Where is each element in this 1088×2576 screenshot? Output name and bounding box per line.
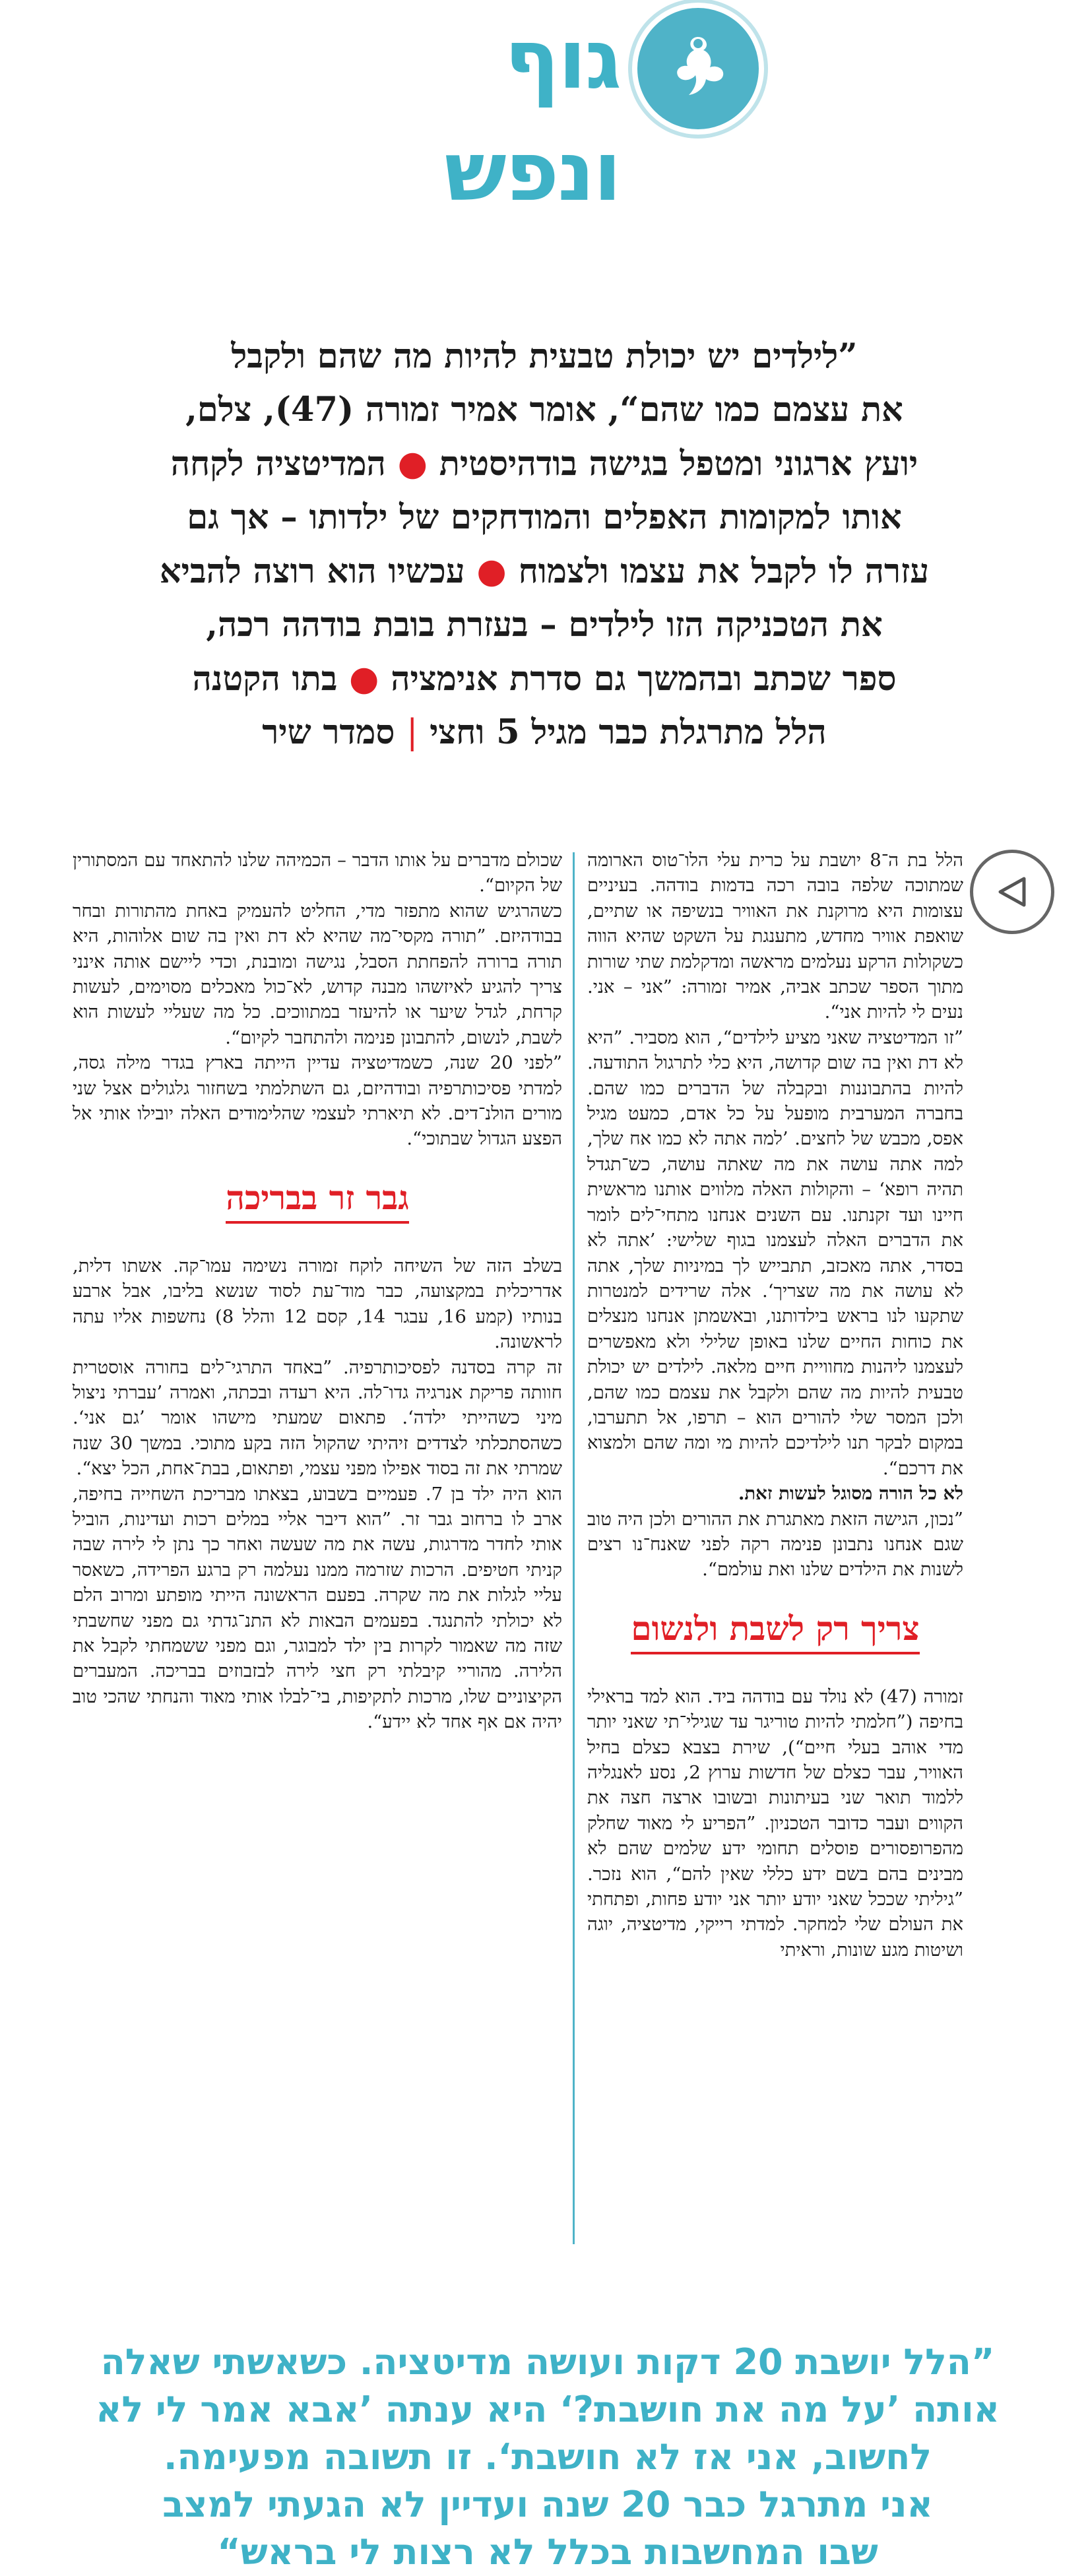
section-title: גוף ונפש [444,13,620,220]
column-divider [573,852,575,2244]
intro-line-5 [106,544,983,598]
intro-line-7 [106,652,983,706]
paragraph: הלל בת ה־8 יושבת על כרית עלי הלו־טוס הארומה שמתוכה שלפה בובה רכה בדמות בודהה. בעיניים עצומות היא מרוקנת את האוויר בנשיפה או שתיים, שואפת אוויר מחדש, מתענגת על השקט שהיא הווה כשקולות הרקע נעלמים מראשה ומדקלמת שתי שורות מתוך הספר שכתב אביה, אמיר זמורה: ”אני – אני. נעים לי להיות אני“. [587,850,963,1023]
intro-line-8 [106,706,983,759]
play-triangle-icon[interactable] [970,850,1054,934]
lotus-figure-icon [632,3,764,135]
intro-line-4: אותו למקומות האפלים והמודחקים של ילדותו – אך גם [187,497,902,537]
paragraph: הוא היה ילד בן 7. פעמיים בשבוע, בצאתו מבריכת השחייה בחיפה, ארב לו ברחוב גבר זר. ”הוא דיבר אליי במלים רכות ועדינות, הוביל אותי לחדר מדרגות, עשה את מה שעשה ואחר כך נתן לי לירה שבה קניתי חטיפים. הרכות שזרמה ממנו נעלמה רק ברגע הפרידה, כשאסר עליי לגלות את מה שקרה. בפעם הראשונה הייתי מופתע ומרוב הלם לא יכולתי להתנגד. בפעמים הבאות לא התנ־גדתי גם מפני שחשבתי שזה מה שאמור לקרות בין ילד למבוגר, וגם מפני ששמחתי לקבל את הלירה. מהוריי קיבלתי רק חצי לירה לבזבוזים בבריכה. המעברים הקיצוניים שלו, מרכות לתקיפות, בי־לבלו אותי מאוד והנחתי שהכי טוב יהיה אם אף אחד לא יידע“. [73,1483,563,1733]
subheading-stranger [73,1178,562,1218]
pull-quote-line-4: אני מתרגל כבר 20 שנה ועדיין לא הגעתי למצב [162,2484,933,2525]
paragraph: ”זו המדיטציה שאני מציע לילדים“, הוא מסביר. ”היא לא דת ואין בה שום קדושה, היא כלי לתרגול התודעה. להיות בהתבוננות ובקבלה של הדברים כמו שהם. בחברה המערבית מופעל על כל אדם, כמעט מגיל אפס, מכבש של לחצים. ’למה אתה לא כמו אח שלך, למה אתה עושה את מה שאתה עושה, כש־תגדל תהיה רופא‘ – והקולות האלה מלווים אותנו מראשית חיינו ועד זקנתנו. עם השנים אנחנו מתחי־לים לומר את הדברים האלה לעצמנו בגוף שלישי: ’אתה לא בסדר, אתה מאכזב, תתבייש לך במיניות שלך, אתה לא עושה את מה שצריך‘. אלה שרידים למנטרות שתקעו לנו בראש בילדותנו, ובאשמתן אנחנו מנצלים את כוחות החיים שלנו באופן שלילי ולא מאפשרים לעצמנו ליהנות מחוויית חיים מלאה. לילדים יש יכולת טבעית להיות מה שהם ולקבל את עצמם כמו שהם, ולכן המסר שלי להורים הוא – תרפו, אל תתערבו, במקום לבקר תנו לילדיכם להיות מי ומה שהם ולמצוא את דרכם“. [587,1026,963,1479]
subheading-text: צריך רק לשבת ולנשום [631,1609,919,1654]
red-bullet-icon: ● [397,443,428,484]
paragraph: זמורה (47) לא נולד עם בודהה ביד. הוא למד בראילי בחיפה (”חלמתי להיות טוריגר עד שגילי־תי שאני יותר מדי אוהב בעלי חיים“), שירת בצבא כצלם בחיל האוויר, עבר כצלם של חדשות ערוץ 2, נסע לאנגליה ללמוד תואר שני בעיתונות ובשובו ארצה חצה את הקווים ועבר כדובר הטכניון. ”הפריע לי מאוד שחלק מהפרופסורים פוסלים תחומי ידע שלמים שהם לא מבינים בהם בשם ידע כללי שאין להם“, הוא נזכר. ”גיליתי שככל שאני יודע יותר אני יודע פחות, ופתחתי את העולם שלי למחקר. למדתי רייקי, מדיטציה, יוגה ושיטות מגע שונות, וראיתי [587,1685,964,1961]
paragraph: כשהרגיש שהוא מתפזר מדי, החליט להעמיק באחת מהתורות ובחר בבודהיזם. ”תורה מקסי־מה שהיא לא דת ואין בה שום אלוהות, היא תורה ברורה להפחתת הסבל, נגישה ומובנת, וכדי ליישם אותה אינני צריך להגיע לאיזשהו מבנה קדוש, לא־כול מאכלים מסוימים, לעשות קרחת, לגדל שיער או להיעזר במתווכים. כל מה שעליי לעשות הוא לשבת, לנשום, להתבונן פנימה ולהתחבר לקיום“. [73,900,562,1048]
red-bullet-icon: ● [349,658,379,699]
paragraph: ”נכון, הגישה הזאת מאתגרת את ההורים ולכן היה טוב שגם אנחנו נתבונן פנימה רקה לפני שאנח־נו רצים לשנות את הילדים שלנו ואת עולמם“. [587,1508,963,1581]
logo-figure-graphic [652,22,744,115]
arrow-glyph [991,871,1033,913]
pull-quote-line-1: ”הלל יושבת 20 דקות ועושה מדיטציה. כשאשתי שאלה [100,2341,995,2383]
subheading-breathe [587,1609,963,1649]
intro-line-2: את עצמם כמו שהם“, אומר אמיר זמורה (47), צלם, [185,390,903,429]
byline-separator: | [406,713,418,752]
intro-line-7a: ספר שכתב ובהמשך גם סדרת אנימציה [391,659,897,699]
article-column-right [587,848,963,1963]
article-column-left [73,848,562,1735]
intro-line-5b: עכשיו הוא רוצה להביא [159,551,465,591]
intro-line-6: את הטכניקה הזו לילדים – בעזרת בובת בודהה רכה, [206,605,883,644]
paragraph: זה קרה בסדנה לפסיכותרפיה. ”באחד התרגי־לים בחורה אוסטרית חוותה פריקת אנרגיה גדו־לה. היא רעדה ובכתה, ואמרה ’עברתי ניצול מיני כשהייתי ילדה‘. פתאום שמעתי מישהו אומר ’גם אני‘. כשהסתכלתי לצדדים זיהיתי שהקול הזה בקע מתוכי. במשך 30 שנה שמרתי את זה בסוד אפילו מפני עצמי, ופתאום, בבת־אחת, הכל יצא“. [73,1356,562,1480]
intro-line-3 [106,437,983,491]
paragraph: בשלב הזה של השיחה לוקח זמורה נשימה עמו־קה. אשתו דלית, אדריכלית במקצועה, כבר מוד־עת לסוד שנשא בליבו, אבל ארבע בנותיו (קמע 16, עבגר 14, קסם 12 והלל 8) נחשפות אליו עתה לראשונה. [73,1255,562,1353]
paragraph: ”לפני 20 שנה, כשמדיטציה עדיין הייתה בארץ בגדר מילה גסה, למדתי פסיכותרפיה ובודהיזם, גם השתלמתי בשחזור גלגולים אצל שני מורים הולנ־דים. לא תיארתי לעצמי שהלימודים האלה יובילו אותי אל הפצע הגדול שבתוכי“. [73,1052,562,1150]
pull-quote-line-5: שבו המחשבות בכלל לא רצות לי בראש“ [217,2531,878,2573]
intro-line-7b: בתו הקטנה [192,659,338,699]
section-header [0,0,1088,220]
byline-author: סמדר שיר [262,712,395,752]
intro-line-8a: הלל מתרגלת כבר מגיל 5 וחצי [430,712,827,752]
intro-line-3a: יועץ ארגוני ומטפל בגישה בודהיסטית [439,444,918,484]
pull-quote-line-3: לחשוב, אני אז לא חושבת‘. זו תשובה מפעימה. [163,2436,932,2478]
intro-line-1: ”לילדים יש יכולת טבעית להיות מה שהם ולקבל [231,336,858,376]
pull-quote [92,2339,1003,2576]
red-bullet-icon: ● [476,551,507,591]
interview-question: לא כל הורה מסוגל לעשות זאת. [738,1483,963,1505]
intro-line-3b: המדיטציה לקחה [170,444,386,484]
pull-quote-line-2: אותה ’על מה את חושבת?‘ היא ענתה ’אבא אמר לי לא [96,2389,1000,2430]
intro-line-5a: עזרה לו לקבל את עצמו ולצמוח [518,551,930,591]
intro-lead [106,330,983,759]
paragraph: שכולם מדברים על אותו הדבר – הכמיהה שלנו להתאחד עם המסתורין של הקיום“. [73,850,562,896]
subheading-text: גבר זר בבריכה [226,1178,409,1224]
